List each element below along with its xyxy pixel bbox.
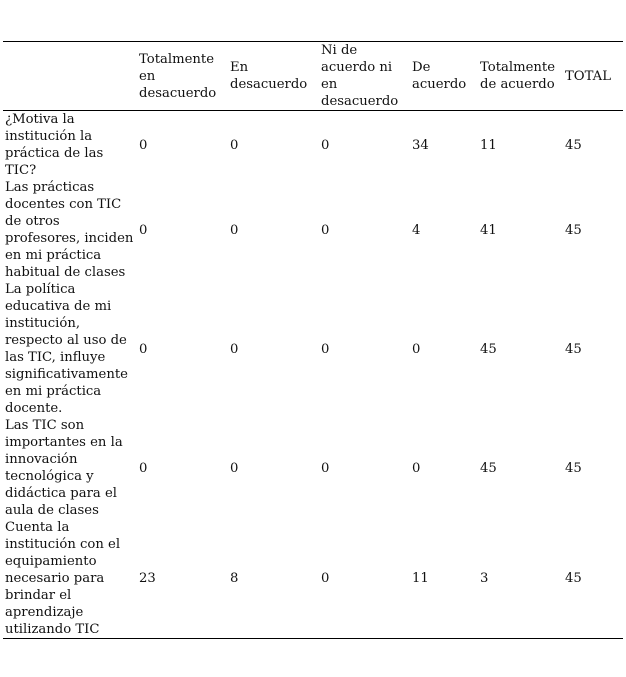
table-row	[3, 519, 623, 639]
table-row	[3, 111, 623, 180]
cell-value: 0	[230, 460, 239, 476]
header-ni-de-acuerdo: Ni de acuerdo ni en desacuerdo	[321, 43, 399, 109]
cell-value: 3	[480, 571, 489, 586]
row-question: La política educativa de mi institución, respecto al uso de las TIC, influye significativamente en mi práctica docente.	[5, 282, 128, 416]
cell-total: 45	[565, 571, 582, 586]
cell-value: 0	[139, 222, 148, 238]
cell-value: 0	[321, 222, 330, 238]
cell-value: 0	[230, 222, 239, 238]
cell-value: 4	[412, 222, 421, 238]
header-de-acuerdo: De acuerdo	[412, 60, 467, 92]
survey-table-container	[3, 41, 623, 639]
cell-value: 0	[139, 137, 148, 153]
table-row	[3, 417, 623, 519]
cell-value: 41	[480, 222, 497, 238]
header-question	[3, 42, 137, 111]
row-question: Cuenta la institución con el equipamiento necesario para brindar el aprendizaje utilizando TIC	[5, 520, 121, 637]
cell-value: 0	[139, 460, 148, 476]
row-question: ¿Motiva la institución la práctica de las TIC?	[5, 112, 104, 178]
cell-value: 0	[321, 460, 330, 476]
cell-value: 23	[139, 571, 156, 586]
cell-total: 45	[565, 460, 582, 476]
cell-total: 45	[565, 222, 582, 238]
cell-value: 0	[321, 571, 330, 586]
cell-value: 45	[480, 341, 497, 357]
row-question: Las TIC son importantes en la innovación tecnológica y didáctica para el aula de clases	[5, 418, 123, 518]
cell-value: 34	[412, 137, 429, 153]
cell-value: 0	[139, 341, 148, 357]
cell-value: 0	[412, 460, 421, 476]
cell-value: 0	[321, 137, 330, 153]
table-row	[3, 281, 623, 417]
header-totalmente-en-desacuerdo: Totalmente en desacuerdo	[139, 51, 217, 101]
cell-value: 45	[480, 460, 497, 476]
survey-table	[3, 41, 623, 639]
cell-value: 0	[230, 137, 239, 153]
cell-value: 8	[230, 571, 239, 586]
header-total: TOTAL	[565, 68, 611, 84]
cell-value: 0	[321, 341, 330, 357]
cell-value: 11	[480, 137, 497, 153]
cell-value: 0	[412, 341, 421, 357]
cell-value: 0	[230, 341, 239, 357]
row-question: Las prácticas docentes con TIC de otros profesores, inciden en mi práctica habitual de clases	[5, 180, 134, 280]
cell-value: 11	[412, 571, 429, 586]
header-totalmente-de-acuerdo: Totalmente de acuerdo	[480, 60, 555, 92]
header-en-desacuerdo: En desacuerdo	[230, 60, 308, 92]
table-row	[3, 179, 623, 281]
cell-total: 45	[565, 137, 582, 153]
cell-total: 45	[565, 341, 582, 357]
header-row	[3, 42, 623, 111]
